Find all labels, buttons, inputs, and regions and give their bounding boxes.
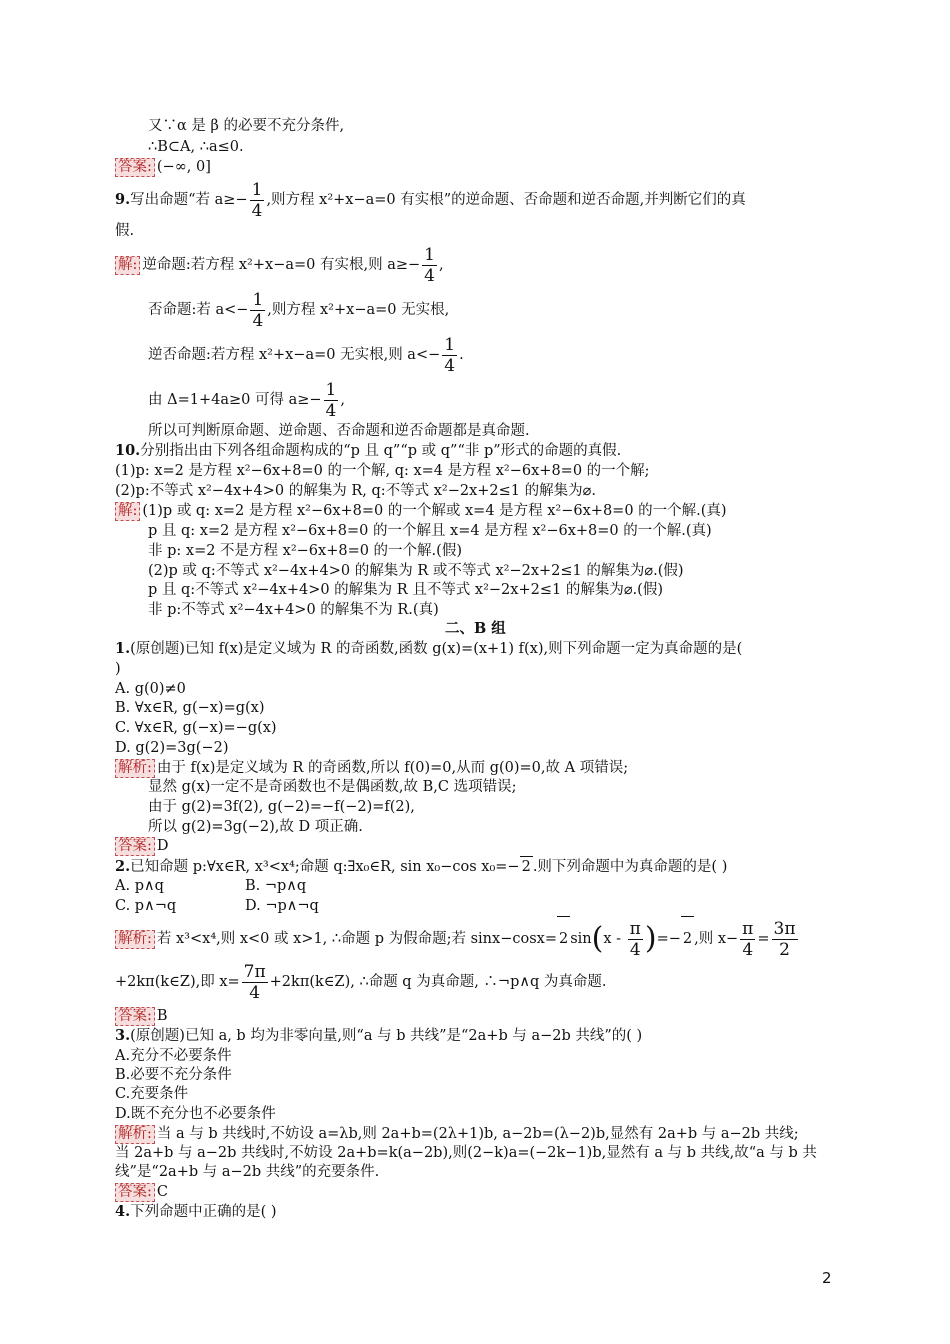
analysis-tag: 解析: [115, 930, 155, 949]
text: sin [570, 931, 592, 947]
answer-line [115, 157, 211, 177]
text: 若 x³<x⁴,则 x<0 或 x>1, ∴命题 p 为假命题;若 sinx−cosx= [156, 931, 557, 947]
solution-line [148, 288, 449, 332]
fraction [442, 335, 457, 376]
option-b: B. ¬p∧q [245, 878, 307, 894]
text: (原创题)已知 a, b 均为非零向量,则“a 与 b 共线”是“2a+b 与 a−2b 共线”的( ) [130, 1028, 643, 1044]
sqrt [681, 916, 694, 961]
text-line: (2)p 或 q:不等式 x²−4x+4>0 的解集为 R 或不等式 x²−2x+2≤1 的解集为⌀.(假) [148, 563, 684, 579]
option-a: A.充分不必要条件 [115, 1048, 232, 1064]
answer-line [115, 1182, 168, 1202]
text: , [340, 392, 345, 408]
sqrt-radicand: 2 [558, 931, 569, 947]
option-a: A. p∧q [115, 878, 164, 894]
fraction [740, 919, 755, 960]
option-d: D.既不充分也不必要条件 [115, 1106, 276, 1122]
question-number: 4. [115, 1203, 131, 1220]
paren-open: ( [591, 921, 604, 956]
text-line: 所以可判断原命题、逆命题、否命题和逆否命题都是真命题. [148, 423, 530, 439]
text: 分别指出由下列各组命题构成的“p 且 q”“p 或 q”“非 p”形式的命题的真假. [140, 443, 622, 459]
analysis-line [115, 916, 800, 961]
option-c: C. ∀x∈R, g(−x)=−g(x) [115, 720, 277, 736]
option-c: C. p∧¬q [115, 898, 177, 914]
text-line: 当 2a+b 与 a−2b 共线时,不妨设 2a+b=k(a−2b),则(2−k)a=(−2k−1)b,显然有 a 与 b 共线,故“a 与 b 共 [115, 1145, 817, 1161]
text-line: 显然 g(x)一定不是奇函数也不是偶函数,故 B,C 选项错误; [148, 779, 517, 795]
numerator: 3π [773, 918, 796, 939]
fraction [324, 380, 339, 421]
text: x - [603, 931, 626, 947]
question-number: 1. [115, 640, 131, 657]
text: . [459, 347, 464, 363]
question-number: 10. [115, 442, 141, 459]
text: 由于 f(x)是定义域为 R 的奇函数,所以 f(0)=0,从而 g(0)=0,故 A 项错误; [156, 760, 629, 776]
text-line: 假. [115, 223, 135, 239]
option-a: A. g(0)≠0 [115, 681, 186, 697]
text: +2kπ(k∈Z),即 x= [115, 974, 240, 990]
fraction [772, 919, 798, 960]
analysis-line [115, 758, 628, 778]
analysis-tag: 解析: [115, 1125, 155, 1144]
text: 逆命题:若方程 x²+x−a=0 有实根,则 a≥− [142, 257, 421, 273]
denominator: 4 [424, 265, 435, 286]
text: 否命题:若 a<− [148, 302, 249, 318]
text: (原创题)已知 f(x)是定义域为 R 的奇函数,函数 g(x)=(x+1) f(x),则下列命题一定为真命题的是( [130, 641, 743, 657]
denominator: 4 [249, 982, 261, 1003]
text-line: p 且 q: x=2 是方程 x²−6x+8=0 的一个解且 x=4 是方程 x²−6x+8=0 的一个解.(真) [148, 523, 712, 539]
solution-line [115, 243, 444, 287]
text-line: 非 p: x=2 不是方程 x²−6x+8=0 的一个解.(假) [148, 543, 462, 559]
text: = [757, 931, 770, 947]
question-b4 [115, 1202, 277, 1222]
answer-text: (−∞, 0] [156, 159, 211, 175]
denominator: 4 [251, 200, 263, 221]
answer-text: C [156, 1184, 168, 1200]
numerator: π [629, 918, 641, 939]
text-line: 线”是“2a+b 与 a−2b 共线”的充要条件. [115, 1164, 380, 1180]
fraction [250, 180, 265, 221]
question-9 [115, 178, 746, 222]
text-line: 非 p:不等式 x²−4x+4>0 的解集不为 R.(真) [148, 602, 439, 618]
denominator: 2 [779, 939, 790, 960]
solution-line [148, 378, 345, 422]
text: 写出命题“若 a≥− [130, 192, 248, 208]
text: ,则方程 x²+x−a=0 有实根”的逆命题、否命题和逆否命题,并判断它们的真 [266, 192, 746, 208]
text: , [438, 257, 444, 273]
text: 当 a 与 b 共线时,不妨设 a=λb,则 2a+b=(2λ+1)b, a−2b=(λ−2)b,显然有 2a+b 与 a−2b 共线; [156, 1126, 799, 1142]
text: 下列命题中正确的是( ) [130, 1204, 277, 1220]
question-number: 9. [115, 191, 131, 208]
question-b1 [115, 639, 742, 659]
paren-close: ) [644, 921, 657, 956]
text: .则下列命题中为真命题的是( ) [532, 859, 728, 875]
numerator: 1 [252, 289, 264, 310]
option-d: D. ¬p∧¬q [245, 898, 319, 914]
option-b: B.必要不充分条件 [115, 1067, 232, 1083]
question-b2 [115, 856, 727, 877]
sqrt-radicand: 2 [682, 931, 693, 947]
text-line: (1)p: x=2 是方程 x²−6x+8=0 的一个解, q: x=4 是方程 x²−6x+8=0 的一个解; [115, 463, 650, 479]
numerator: π [742, 918, 754, 939]
text: 逆否命题:若方程 x²+x−a=0 无实根,则 a<− [148, 347, 441, 363]
answer-text: B [156, 1008, 168, 1024]
denominator: 4 [742, 939, 754, 960]
option-b: B. ∀x∈R, g(−x)=g(x) [115, 700, 265, 716]
solution-line [148, 333, 464, 377]
answer-line [115, 1006, 168, 1026]
answer-text: D [156, 838, 169, 854]
question-b3 [115, 1026, 642, 1046]
answer-tag: 答案: [115, 1007, 155, 1026]
answer-tag: 答案: [115, 837, 155, 856]
numerator: 7π [243, 961, 266, 982]
text: ,则方程 x²+x−a=0 无实根, [267, 302, 450, 318]
answer-line [115, 836, 169, 856]
text: =− [656, 931, 681, 947]
question-number: 3. [115, 1027, 131, 1044]
denominator: 4 [252, 310, 264, 331]
analysis-tag: 解析: [115, 759, 155, 778]
numerator: 1 [325, 379, 337, 400]
text-line: ∴B⊂A, ∴a≤0. [148, 139, 244, 155]
text: +2kπ(k∈Z), ∴命题 q 为真命题, ∴¬p∧q 为真命题. [269, 974, 607, 990]
text: ,则 x− [694, 931, 739, 947]
denominator: 4 [325, 400, 337, 421]
text: (1)p 或 q: x=2 是方程 x²−6x+8=0 的一个解或 x=4 是方程 x²−6x+8=0 的一个解.(真) [142, 503, 727, 519]
text-line: 又∵α 是 β 的必要不充分条件, [148, 118, 345, 134]
answer-tag: 答案: [115, 158, 155, 177]
sqrt [520, 856, 533, 877]
text-line: 由于 g(2)=3f(2), g(−2)=−f(−2)=f(2), [148, 799, 415, 815]
text: 由 Δ=1+4a≥0 可得 a≥− [148, 392, 322, 408]
solution-line [115, 501, 727, 521]
solution-tag: 解: [115, 502, 140, 521]
numerator: 1 [251, 179, 263, 200]
numerator: 1 [424, 244, 435, 265]
option-d: D. g(2)=3g(−2) [115, 740, 229, 756]
fraction [628, 919, 643, 960]
answer-tag: 答案: [115, 1183, 155, 1202]
sqrt [557, 916, 570, 961]
numerator: 1 [444, 334, 456, 355]
page-number: 2 [822, 1269, 832, 1287]
analysis-line [115, 1124, 799, 1144]
fraction [242, 962, 268, 1003]
question-number: 2. [115, 858, 131, 875]
denominator: 4 [629, 939, 641, 960]
sqrt-radicand: 2 [521, 859, 531, 875]
text-line: 所以 g(2)=3g(−2),故 D 项正确. [148, 819, 363, 835]
fraction [422, 245, 437, 286]
text-line: p 且 q:不等式 x²−4x+4>0 的解集为 R 且不等式 x²−2x+2≤1 的解集为⌀.(假) [148, 582, 663, 598]
text-line: (2)p:不等式 x²−4x+4>0 的解集为 R, q:不等式 x²−2x+2≤1 的解集为⌀. [115, 483, 596, 499]
analysis-line [115, 960, 606, 1004]
text: 已知命题 p:∀x∈R, x³<x⁴;命题 q:∃x₀∈R, sin x₀−cos x₀=− [130, 859, 520, 875]
denominator: 4 [444, 355, 456, 376]
option-c: C.充要条件 [115, 1086, 189, 1102]
fraction [250, 290, 265, 331]
section-heading: 二、B 组 [445, 620, 506, 637]
solution-tag: 解: [115, 256, 140, 275]
text-line: ) [115, 661, 121, 677]
question-10 [115, 441, 621, 461]
